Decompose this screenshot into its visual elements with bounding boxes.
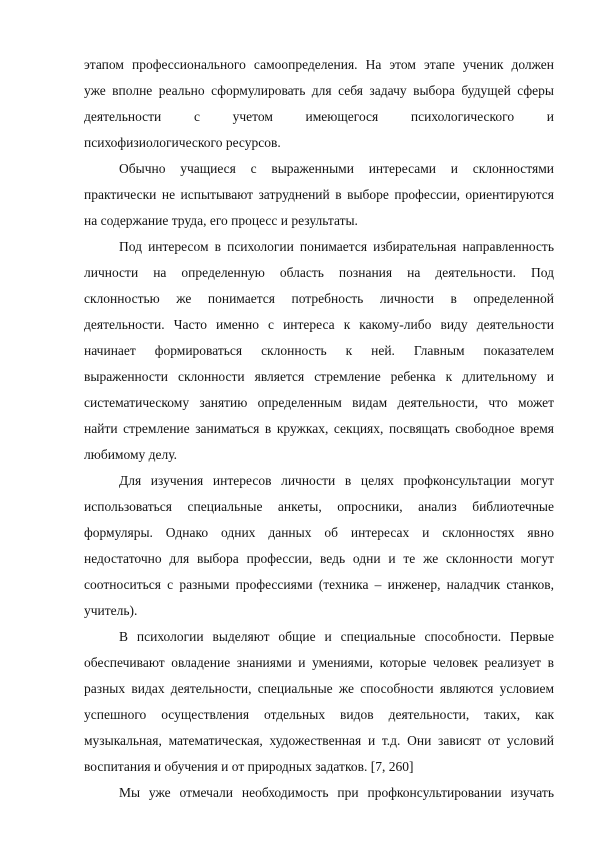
text-line: использоваться специальные анкеты, опросники, анализ библиотечные [84, 499, 554, 514]
text-line: практически не испытывают затруднений в выборе профессии, ориентируются [84, 187, 554, 202]
text-line: музыкальная, математическая, художественная и т.д. Они зависят от условий [84, 733, 554, 748]
text-line: разных видах деятельности, специальные же способности являются условием [84, 681, 554, 696]
text-line: обеспечивают овладение знаниями и умениями, которые человек реализует в [84, 655, 554, 670]
text-line: на содержание труда, его процесс и результаты. [84, 213, 358, 228]
text-line: формуляры. Однако одних данных об интересах и склонностях явно [84, 525, 554, 540]
text-line: систематическому занятию определенным видам деятельности, что может [84, 395, 554, 410]
text-line: Мы уже отмечали необходимость при профконсультировании изучать [119, 785, 554, 800]
text-line: начинает формироваться склонность к ней. Главным показателем [84, 343, 554, 358]
text-line: психофизиологического ресурсов. [84, 135, 281, 150]
text-line: найти стремление заниматься в кружках, секциях, посвящать свободное время [84, 421, 554, 436]
text-line: этапом профессионального самоопределения. На этом этапе ученик должен [84, 57, 554, 72]
text-line: недостаточно для выбора профессии, ведь одни и те же склонности могут [84, 551, 554, 566]
text-line: уже вполне реально сформулировать для себя задачу выбора будущей сферы [84, 83, 554, 98]
text-line: склонностью же понимается потребность личности в определенной [84, 291, 554, 306]
text-line: учитель). [84, 603, 138, 618]
text-line: выраженности склонности является стремление ребенка к длительному и [84, 369, 554, 384]
text-line: соотноситься с разными профессиями (техника – инженер, наладчик станков, [84, 577, 554, 592]
text-line: воспитания и обучения и от природных задатков. [7, 260] [84, 759, 414, 774]
text-line: любимому делу. [84, 447, 177, 462]
text-line: Для изучения интересов личности в целях профконсультации могут [119, 473, 554, 488]
text-line: Под интересом в психологии понимается избирательная направленность [119, 239, 554, 254]
text-line: деятельности. Часто именно с интереса к какому-либо виду деятельности [84, 317, 554, 332]
text-line: деятельности с учетом имеющегося психологического и [84, 109, 554, 124]
text-line: Обычно учащиеся с выраженными интересами и склонностями [119, 161, 554, 176]
text-line: В психологии выделяют общие и специальные способности. Первые [119, 629, 554, 644]
text-line: личности на определенную область познания на деятельности. Под [84, 265, 554, 280]
text-line: успешного осуществления отдельных видов деятельности, таких, как [84, 707, 554, 722]
document-body [84, 52, 554, 806]
